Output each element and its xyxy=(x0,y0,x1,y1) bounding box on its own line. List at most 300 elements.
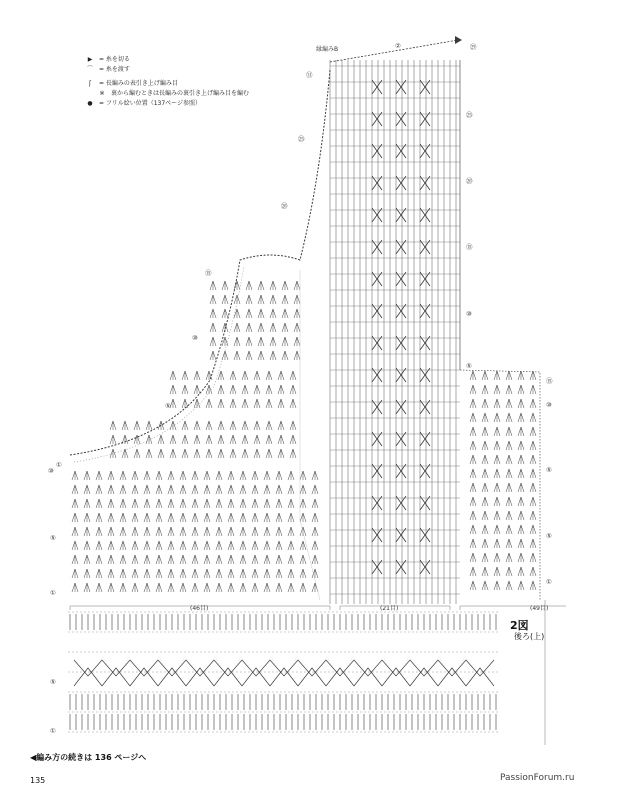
fan-stitch xyxy=(192,513,198,522)
fan-stitch xyxy=(204,569,210,578)
fan-stitch xyxy=(276,527,282,536)
fan-stitch xyxy=(530,539,536,548)
fan-stitch xyxy=(132,541,138,550)
fan-stitch xyxy=(120,527,126,536)
fan-stitch xyxy=(518,553,524,562)
fan-stitch xyxy=(84,499,90,508)
fan-stitch xyxy=(530,581,536,590)
fan-stitch xyxy=(180,471,186,480)
count-bracket xyxy=(70,606,330,610)
fan-stitch xyxy=(264,555,270,564)
fan-stitch xyxy=(206,421,212,430)
fan-stitch xyxy=(470,539,476,548)
fan-stitch xyxy=(122,449,128,458)
fan-stitch xyxy=(246,295,252,304)
diagram-title: 2図 xyxy=(510,619,529,632)
fan-stitch xyxy=(258,309,264,318)
fan-stitch xyxy=(182,385,188,394)
fan-stitch xyxy=(180,555,186,564)
fan-stitch xyxy=(168,513,174,522)
fan-stitch xyxy=(204,527,210,536)
fan-stitch xyxy=(228,513,234,522)
fan-stitch xyxy=(132,513,138,522)
fan-stitch xyxy=(194,371,200,380)
fan-stitch xyxy=(222,309,228,318)
fan-stitch xyxy=(216,513,222,522)
side-edge xyxy=(460,370,540,600)
fan-stitch xyxy=(290,449,296,458)
fan-stitch xyxy=(266,399,272,408)
fan-stitch xyxy=(482,427,488,436)
fan-stitch xyxy=(494,455,500,464)
fan-stitch xyxy=(482,399,488,408)
fan-stitch xyxy=(518,441,524,450)
fan-stitch xyxy=(234,323,240,332)
legend-text: = 糸を切る xyxy=(99,55,130,63)
row-number: ⑤ xyxy=(50,678,56,686)
fan-stitch xyxy=(242,385,248,394)
fan-stitch xyxy=(216,499,222,508)
fan-stitch xyxy=(506,385,512,394)
cable-stitch xyxy=(270,668,298,686)
fan-stitch xyxy=(132,583,138,592)
fan-stitch xyxy=(294,323,300,332)
fan-stitch xyxy=(254,371,260,380)
fan-stitch xyxy=(180,513,186,522)
fan-stitch xyxy=(506,511,512,520)
fan-stitch xyxy=(240,527,246,536)
fan-stitch xyxy=(506,413,512,422)
fan-stitch xyxy=(270,281,276,290)
fan-stitch xyxy=(120,583,126,592)
fan-stitch xyxy=(120,541,126,550)
fan-stitch xyxy=(120,485,126,494)
fan-stitch xyxy=(144,555,150,564)
fan-stitch xyxy=(204,471,210,480)
fan-stitch xyxy=(494,525,500,534)
fan-stitch xyxy=(530,441,536,450)
fan-stitch xyxy=(494,581,500,590)
fan-stitch xyxy=(278,399,284,408)
fan-stitch xyxy=(470,581,476,590)
fan-stitch xyxy=(482,567,488,576)
fan-stitch xyxy=(270,337,276,346)
fan-stitch xyxy=(530,371,536,380)
fan-stitch xyxy=(246,337,252,346)
fan-stitch xyxy=(294,295,300,304)
fan-stitch xyxy=(240,555,246,564)
fan-stitch xyxy=(288,541,294,550)
fan-stitch xyxy=(482,385,488,394)
fan-stitch xyxy=(222,281,228,290)
fan-stitch xyxy=(470,483,476,492)
fan-stitch xyxy=(156,541,162,550)
fan-stitch xyxy=(210,337,216,346)
fan-stitch xyxy=(84,569,90,578)
fan-stitch xyxy=(266,385,272,394)
fan-stitch xyxy=(264,485,270,494)
fan-stitch xyxy=(156,569,162,578)
fan-stitch xyxy=(182,421,188,430)
fan-stitch xyxy=(258,337,264,346)
fan-stitch xyxy=(252,471,258,480)
fan-stitch xyxy=(270,323,276,332)
row-number: ⑮ xyxy=(205,269,212,277)
fan-stitch xyxy=(234,309,240,318)
fan-stitch xyxy=(276,555,282,564)
fan-stitch xyxy=(242,399,248,408)
fan-stitch xyxy=(276,569,282,578)
fan-stitch xyxy=(506,497,512,506)
fan-stitch xyxy=(506,581,512,590)
fan-stitch xyxy=(518,581,524,590)
fan-stitch xyxy=(266,421,272,430)
fan-stitch xyxy=(258,281,264,290)
row-number: ② xyxy=(395,42,401,50)
fan-stitch xyxy=(72,527,78,536)
fan-stitch xyxy=(192,527,198,536)
fan-stitch xyxy=(216,541,222,550)
fan-stitch xyxy=(518,511,524,520)
fan-stitch xyxy=(294,281,300,290)
fan-stitch xyxy=(180,485,186,494)
fan-stitch xyxy=(72,485,78,494)
fan-stitch xyxy=(132,527,138,536)
cable-stitch xyxy=(102,668,130,686)
label-stitch-count-46: (46目) xyxy=(190,605,209,612)
fan-stitch xyxy=(258,323,264,332)
fan-stitch xyxy=(300,513,306,522)
fan-stitch xyxy=(234,281,240,290)
diagram-subtitle: 後ろ(上) xyxy=(514,632,545,641)
fan-stitch xyxy=(246,323,252,332)
fan-stitch xyxy=(216,485,222,494)
fan-stitch xyxy=(204,583,210,592)
fan-stitch xyxy=(282,295,288,304)
row-number: ⑤ xyxy=(165,402,171,410)
fan-stitch xyxy=(300,541,306,550)
fan-stitch xyxy=(518,455,524,464)
fan-stitch xyxy=(170,399,176,408)
fan-stitch xyxy=(234,295,240,304)
label-stitch-count-49: (49目) xyxy=(530,605,549,612)
fan-stitch xyxy=(234,351,240,360)
cable-stitch xyxy=(438,668,466,686)
fan-stitch xyxy=(120,471,126,480)
fan-stitch xyxy=(482,371,488,380)
fan-stitch xyxy=(218,371,224,380)
fan-stitch xyxy=(252,485,258,494)
join-yarn-icon: ⌒ xyxy=(86,65,93,73)
neckline-slope-inner xyxy=(74,266,244,462)
fan-stitch xyxy=(482,413,488,422)
fan-stitch xyxy=(482,553,488,562)
fan-stitch xyxy=(264,471,270,480)
fan-stitch xyxy=(506,539,512,548)
fan-stitch xyxy=(228,527,234,536)
fan-stitch xyxy=(506,427,512,436)
fan-stitch xyxy=(294,337,300,346)
fan-stitch xyxy=(264,569,270,578)
fan-stitch xyxy=(530,469,536,478)
fan-stitch xyxy=(84,471,90,480)
fan-stitch xyxy=(494,413,500,422)
fan-stitch xyxy=(204,541,210,550)
fan-stitch xyxy=(242,371,248,380)
fan-stitch xyxy=(122,421,128,430)
fan-stitch xyxy=(278,385,284,394)
fan-stitch xyxy=(276,471,282,480)
fan-stitch xyxy=(506,553,512,562)
fan-stitch xyxy=(72,499,78,508)
fan-stitch xyxy=(96,555,102,564)
fan-stitch xyxy=(210,295,216,304)
fan-stitch xyxy=(156,499,162,508)
fan-stitch xyxy=(494,427,500,436)
fan-stitch xyxy=(288,555,294,564)
fan-stitch xyxy=(276,499,282,508)
fan-stitch xyxy=(96,471,102,480)
fan-stitch xyxy=(494,483,500,492)
fan-stitch xyxy=(228,471,234,480)
neckline-slope xyxy=(70,70,330,455)
cable-stitch xyxy=(242,668,270,686)
fan-stitch xyxy=(482,497,488,506)
fan-stitch xyxy=(494,567,500,576)
fan-stitch xyxy=(470,469,476,478)
row-number: ① xyxy=(50,589,56,597)
fan-stitch xyxy=(230,449,236,458)
fan-stitch xyxy=(230,399,236,408)
fan-stitch xyxy=(192,471,198,480)
watermark: PassionForum.ru xyxy=(500,773,575,783)
fan-stitch xyxy=(530,497,536,506)
row-number: ⑩ xyxy=(466,310,472,318)
fan-stitch xyxy=(240,499,246,508)
fan-stitch xyxy=(312,583,318,592)
fan-stitch xyxy=(108,555,114,564)
fan-stitch xyxy=(470,371,476,380)
fan-stitch xyxy=(282,281,288,290)
fan-stitch xyxy=(132,569,138,578)
fan-stitch xyxy=(228,485,234,494)
fan-stitch xyxy=(228,541,234,550)
fan-stitch xyxy=(282,309,288,318)
fan-stitch xyxy=(168,541,174,550)
fan-stitch xyxy=(182,435,188,444)
fan-stitch xyxy=(246,281,252,290)
fan-stitch xyxy=(300,569,306,578)
fan-stitch xyxy=(276,541,282,550)
fan-stitch xyxy=(254,399,260,408)
fan-stitch xyxy=(96,569,102,578)
legend-text: = 長編みの表引き上げ編み目 xyxy=(99,79,178,87)
fan-stitch xyxy=(518,413,524,422)
fan-stitch xyxy=(242,435,248,444)
fan-stitch xyxy=(230,421,236,430)
row-number: ⑩ xyxy=(48,467,54,475)
fan-stitch xyxy=(290,435,296,444)
fan-stitch xyxy=(506,455,512,464)
fan-stitch xyxy=(216,555,222,564)
fan-stitch xyxy=(216,527,222,536)
row-number: ⑤ xyxy=(546,532,552,540)
fan-stitch xyxy=(530,553,536,562)
fan-stitch xyxy=(216,569,222,578)
fan-stitch xyxy=(312,541,318,550)
fan-stitch xyxy=(144,583,150,592)
dot-icon: ※ xyxy=(99,89,105,97)
fan-stitch xyxy=(470,441,476,450)
fan-stitch xyxy=(288,499,294,508)
fan-stitch xyxy=(182,449,188,458)
fan-stitch xyxy=(156,513,162,522)
fan-stitch xyxy=(278,371,284,380)
fan-stitch xyxy=(470,525,476,534)
fan-stitch xyxy=(108,527,114,536)
fan-stitch xyxy=(290,371,296,380)
fan-stitch xyxy=(258,351,264,360)
frill-position-icon: ● xyxy=(87,99,93,107)
fan-stitch xyxy=(194,399,200,408)
cable-stitch xyxy=(354,668,382,686)
label-band-b: 縁編みB xyxy=(316,46,339,53)
fan-stitch xyxy=(264,499,270,508)
fan-stitch xyxy=(254,385,260,394)
fan-stitch xyxy=(144,485,150,494)
fan-stitch xyxy=(168,485,174,494)
top-edge xyxy=(330,40,458,62)
fan-stitch xyxy=(218,399,224,408)
fan-stitch xyxy=(194,421,200,430)
fan-stitch xyxy=(494,553,500,562)
fan-stitch xyxy=(254,435,260,444)
fan-stitch xyxy=(252,555,258,564)
fan-stitch xyxy=(518,399,524,408)
cut-yarn-icon: ▶ xyxy=(87,55,93,63)
fan-stitch xyxy=(506,399,512,408)
fan-stitch xyxy=(494,511,500,520)
fan-stitch xyxy=(170,435,176,444)
fan-stitch xyxy=(72,569,78,578)
fan-stitch xyxy=(530,399,536,408)
cable-stitch xyxy=(466,668,494,686)
fan-stitch xyxy=(506,469,512,478)
fan-stitch xyxy=(470,511,476,520)
fan-stitch xyxy=(216,583,222,592)
fan-stitch xyxy=(288,485,294,494)
fan-stitch xyxy=(144,513,150,522)
fan-stitch xyxy=(180,583,186,592)
fan-stitch xyxy=(470,567,476,576)
cable-stitch xyxy=(326,668,354,686)
fan-stitch xyxy=(270,295,276,304)
fan-stitch xyxy=(182,399,188,408)
fan-stitch xyxy=(506,567,512,576)
fan-stitch xyxy=(84,527,90,536)
fan-stitch xyxy=(288,583,294,592)
fan-stitch xyxy=(470,399,476,408)
fan-stitch xyxy=(270,351,276,360)
fan-stitch xyxy=(518,385,524,394)
fan-stitch xyxy=(144,499,150,508)
fan-stitch xyxy=(228,555,234,564)
fan-stitch xyxy=(144,527,150,536)
fan-stitch xyxy=(282,323,288,332)
row-number: ㉛ xyxy=(306,71,313,79)
count-bracket xyxy=(460,606,566,610)
fan-stitch xyxy=(530,511,536,520)
fan-stitch xyxy=(470,455,476,464)
fan-stitch xyxy=(84,485,90,494)
fan-stitch xyxy=(218,421,224,430)
fan-stitch xyxy=(278,449,284,458)
fan-stitch xyxy=(144,471,150,480)
fan-stitch xyxy=(180,569,186,578)
fan-stitch xyxy=(288,569,294,578)
fan-stitch xyxy=(158,435,164,444)
fan-stitch xyxy=(282,337,288,346)
fan-stitch xyxy=(234,337,240,346)
fan-stitch xyxy=(72,541,78,550)
fan-stitch xyxy=(206,435,212,444)
page-number: 135 xyxy=(30,776,46,785)
fan-stitch xyxy=(266,435,272,444)
cable-stitch xyxy=(214,668,242,686)
fan-stitch xyxy=(494,371,500,380)
fan-stitch xyxy=(108,499,114,508)
fan-stitch xyxy=(470,385,476,394)
fan-stitch xyxy=(282,351,288,360)
fan-stitch xyxy=(168,569,174,578)
fan-stitch xyxy=(518,427,524,436)
fan-stitch xyxy=(146,449,152,458)
cut-yarn-icon xyxy=(455,36,462,44)
fan-stitch xyxy=(230,371,236,380)
fan-stitch xyxy=(158,449,164,458)
row-number: ㉙ xyxy=(470,43,477,51)
fan-stitch xyxy=(84,541,90,550)
fan-stitch xyxy=(192,555,198,564)
fan-stitch xyxy=(312,555,318,564)
fan-stitch xyxy=(240,583,246,592)
fan-stitch xyxy=(218,435,224,444)
fan-stitch xyxy=(482,511,488,520)
fan-stitch xyxy=(482,469,488,478)
fan-stitch xyxy=(84,583,90,592)
front-post-icon: ʃ xyxy=(88,79,91,87)
fan-stitch xyxy=(530,427,536,436)
fan-stitch xyxy=(146,421,152,430)
legend-text: 裏から編むときは長編みの裏引き上げ編み目を編む xyxy=(111,89,250,97)
fan-stitch xyxy=(180,541,186,550)
cable-stitch xyxy=(382,668,410,686)
fan-stitch xyxy=(156,485,162,494)
cable-stitch xyxy=(158,668,186,686)
fan-stitch xyxy=(482,525,488,534)
fan-stitch xyxy=(72,471,78,480)
fan-stitch xyxy=(206,385,212,394)
fan-stitch xyxy=(132,485,138,494)
fan-stitch xyxy=(96,583,102,592)
fan-stitch xyxy=(120,555,126,564)
fan-stitch xyxy=(506,483,512,492)
fan-stitch xyxy=(168,499,174,508)
fan-stitch xyxy=(132,471,138,480)
fan-stitch xyxy=(132,499,138,508)
fan-stitch xyxy=(110,435,116,444)
fan-stitch xyxy=(240,541,246,550)
